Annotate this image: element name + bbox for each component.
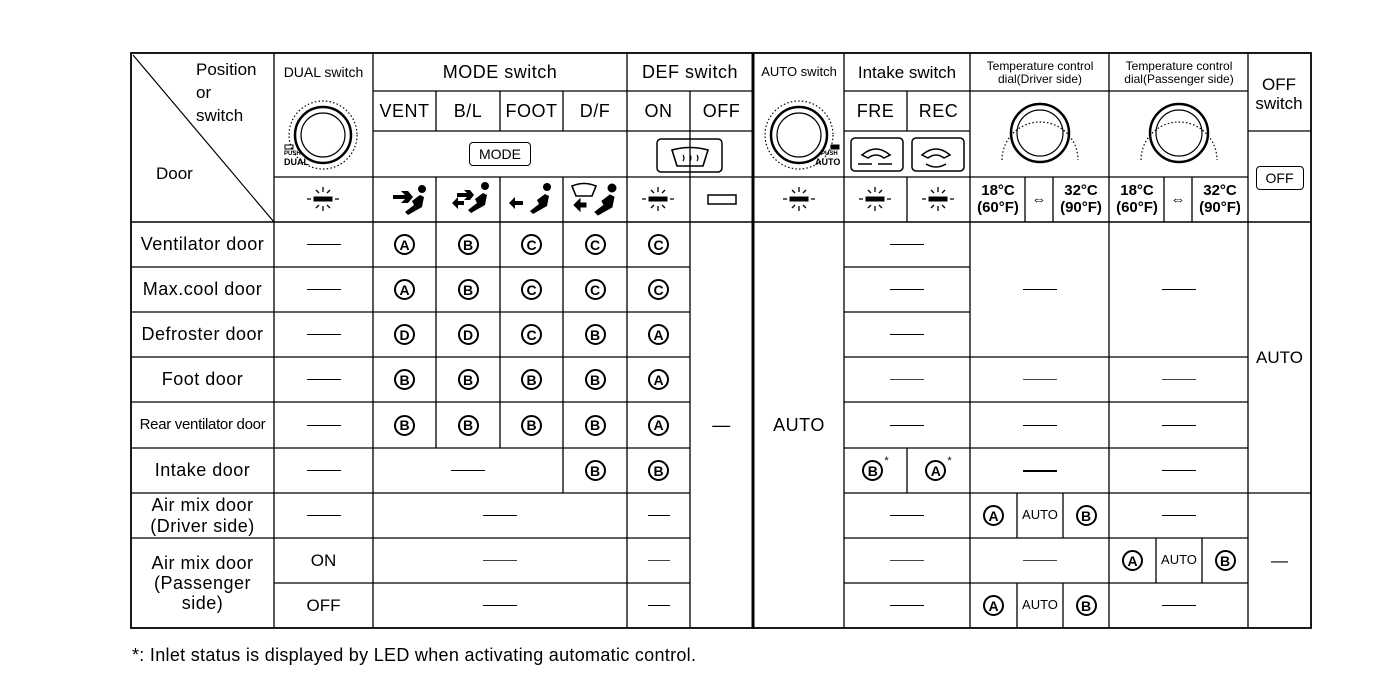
def-on-cell <box>627 357 690 402</box>
temp-passenger-cell <box>1109 493 1248 538</box>
intake-cell <box>844 267 970 312</box>
row-label-rear: Rear ventilator door <box>139 415 266 433</box>
circled-letter: B <box>585 369 606 390</box>
auto-knob-push-label: PUSH <box>821 151 838 157</box>
circled-letter: C <box>648 279 669 300</box>
mode-cell <box>436 312 500 357</box>
circled-letter: D <box>458 324 479 345</box>
dual-cell <box>274 402 373 448</box>
auto-switch-header: AUTO switch <box>761 64 837 80</box>
temp-driver-header: Temperature control dial(Driver side) <box>986 58 1094 86</box>
intake-fre-label: FRE <box>856 100 895 121</box>
dual-cell <box>274 493 373 538</box>
circled-letter: B <box>585 324 606 345</box>
circled-letter: B <box>862 460 883 481</box>
def-on-cell <box>627 312 690 357</box>
mode-cell <box>500 402 563 448</box>
mode-cell <box>563 267 627 312</box>
corner-or-label: or <box>196 83 212 102</box>
circled-letter: D <box>394 324 415 345</box>
temp-passenger-auto-cell: AUTO <box>1161 552 1197 568</box>
intake-rec-cell: A * <box>907 448 970 493</box>
intake-rec-label: REC <box>918 100 959 121</box>
dual-cell <box>274 357 373 402</box>
dual-cell <box>274 312 373 357</box>
def-off-merged-cell: — <box>712 414 731 435</box>
mode-cell <box>373 267 436 312</box>
temp-driver-arrow: ⇔ <box>1031 190 1047 208</box>
mode-cell <box>500 312 563 357</box>
off-switch-passenger-cell: — <box>1271 550 1288 570</box>
circled-letter: C <box>521 234 542 255</box>
def-on-cell <box>627 222 690 267</box>
circled-letter: B <box>394 369 415 390</box>
dual-on-cell: ON <box>310 550 337 570</box>
temp-passenger-high: 32°C (90°F) <box>1199 182 1241 216</box>
intake-cell <box>844 402 970 448</box>
intake-cell <box>844 493 970 538</box>
row-label-ventilator: Ventilator door <box>140 234 265 255</box>
row-label-foot: Foot door <box>161 369 244 390</box>
def-switch-header: DEF switch <box>641 62 738 83</box>
circled-letter: B <box>1076 595 1097 616</box>
circled-letter: B <box>1215 550 1236 571</box>
temp-driver-low: 18°C (60°F) <box>977 182 1019 216</box>
circled-letter: A <box>648 324 669 345</box>
temp-passenger-cell <box>1109 402 1248 448</box>
circled-letter: B <box>1076 505 1097 526</box>
circled-letter: C <box>585 234 606 255</box>
temp-driver-auto-cell: AUTO <box>1022 507 1058 523</box>
circled-letter: B <box>521 369 542 390</box>
mode-merged-cell <box>373 493 627 538</box>
circled-letter: B <box>458 234 479 255</box>
circled-letter: B <box>585 460 606 481</box>
off-button-cell <box>1248 158 1311 198</box>
intake-cell <box>844 312 970 357</box>
mode-merged-cell <box>373 583 627 628</box>
mode-cell <box>436 357 500 402</box>
row-label-maxcool: Max.cool door <box>142 279 263 300</box>
def-on-cell <box>627 448 690 493</box>
circled-letter: A <box>394 234 415 255</box>
circled-letter: A <box>983 595 1004 616</box>
dual-switch-header: DUAL switch <box>283 63 364 80</box>
auto-knob-auto-label: AUTO <box>815 157 841 167</box>
def-on-cell <box>627 583 690 628</box>
off-switch-merged-cell: AUTO <box>1256 347 1303 367</box>
circled-letter: A <box>394 279 415 300</box>
intake-switch-header: Intake switch <box>857 62 957 82</box>
circled-letter: C <box>521 324 542 345</box>
circled-letter: B <box>585 415 606 436</box>
circled-letter: B <box>458 369 479 390</box>
mode-cell <box>563 448 627 493</box>
mode-cell <box>436 402 500 448</box>
temp-driver-cell <box>970 448 1109 493</box>
dual-cell <box>274 222 373 267</box>
mode-cell <box>563 312 627 357</box>
intake-cell <box>844 357 970 402</box>
temp-dial-driver-icon <box>1002 104 1078 162</box>
mode-cell <box>500 357 563 402</box>
corner-switch-label: switch <box>196 106 244 125</box>
circled-letter: A <box>1122 550 1143 571</box>
mode-cell <box>500 267 563 312</box>
intake-fre-cell: B * <box>844 448 907 493</box>
mode-defrost-foot-icon <box>572 184 616 216</box>
mode-merged-cell <box>373 538 627 583</box>
circled-letter: C <box>648 234 669 255</box>
def-on-cell <box>627 538 690 583</box>
circled-letter: B <box>458 279 479 300</box>
mode-foot-label: FOOT <box>505 100 558 121</box>
temp-passenger-header: Temperature control dial(Passenger side) <box>1124 58 1234 86</box>
intake-cell <box>844 538 970 583</box>
temp-driver-b-cell <box>1063 583 1109 628</box>
temp-driver-merged-cell <box>970 222 1109 357</box>
row-label-intake: Intake door <box>154 460 251 481</box>
temp-driver-auto-cell: AUTO <box>1022 597 1058 613</box>
circled-letter: A <box>648 415 669 436</box>
circled-letter: B <box>648 460 669 481</box>
mode-cell <box>563 402 627 448</box>
mode-bl-label: B/L <box>453 100 483 121</box>
circled-letter: C <box>521 279 542 300</box>
temp-passenger-cell <box>1109 357 1248 402</box>
row-label-defroster: Defroster door <box>141 324 264 345</box>
mode-df-label: D/F <box>579 100 611 121</box>
mode-cell <box>436 267 500 312</box>
mode-cell <box>373 402 436 448</box>
circled-letter: B <box>521 415 542 436</box>
circled-letter: A <box>925 460 946 481</box>
temp-dial-passenger-icon <box>1141 104 1217 162</box>
temp-passenger-a-cell <box>1109 538 1156 583</box>
off-button[interactable]: OFF <box>1256 166 1304 190</box>
temp-passenger-cell <box>1109 583 1248 628</box>
mode-button[interactable]: MODE <box>469 142 531 166</box>
mode-merged-cell <box>373 448 563 493</box>
corner-position-label: Position <box>196 60 257 79</box>
circled-letter: A <box>983 505 1004 526</box>
corner-door-label: Door <box>156 164 193 183</box>
dual-cell <box>274 448 373 493</box>
mode-cell <box>373 222 436 267</box>
mode-vent-icon <box>393 185 426 215</box>
footnote: *: Inlet status is displayed by LED when activating automatic control. <box>132 645 697 665</box>
def-on-cell <box>627 402 690 448</box>
mode-cell <box>373 312 436 357</box>
dual-knob-dual-label: DUAL <box>284 157 309 167</box>
mode-cell <box>373 357 436 402</box>
def-on-cell <box>627 493 690 538</box>
temp-driver-cell <box>970 402 1109 448</box>
row-label-airmix-driver: Air mix door (Driver side) <box>150 495 255 536</box>
intake-cell <box>844 222 970 267</box>
intake-cell <box>844 583 970 628</box>
row-label-airmix-passenger: Air mix door (Passenger side) <box>151 552 254 614</box>
mode-switch-header: MODE switch <box>442 62 558 83</box>
temp-driver-b-cell <box>1063 493 1109 538</box>
mode-cell <box>563 357 627 402</box>
dual-off-cell: OFF <box>306 595 341 615</box>
mode-vent-label: VENT <box>379 100 430 121</box>
circled-letter: A <box>648 369 669 390</box>
temp-passenger-merged-cell <box>1109 222 1248 357</box>
temp-passenger-b-cell <box>1202 538 1248 583</box>
mode-cell <box>563 222 627 267</box>
mode-cell <box>436 222 500 267</box>
temp-driver-cell <box>970 357 1109 402</box>
circled-letter: B <box>458 415 479 436</box>
off-switch-header: OFF switch <box>1255 74 1303 113</box>
def-on-cell <box>627 267 690 312</box>
temp-driver-a-cell <box>970 493 1017 538</box>
temp-passenger-low: 18°C (60°F) <box>1116 182 1158 216</box>
circled-letter: B <box>394 415 415 436</box>
temp-driver-a-cell <box>970 583 1017 628</box>
temp-driver-high: 32°C (90°F) <box>1060 182 1102 216</box>
fresh-air-button-icon <box>851 138 903 171</box>
dual-cell <box>274 267 373 312</box>
temp-passenger-cell <box>1109 448 1248 493</box>
temp-driver-cell <box>970 538 1109 583</box>
def-off-label: OFF <box>702 100 741 121</box>
mode-foot-icon <box>509 183 551 214</box>
circled-letter: C <box>585 279 606 300</box>
auto-switch-merged-cell: AUTO <box>773 414 825 435</box>
dual-knob-push-label: PUSH <box>284 151 301 157</box>
def-on-label: ON <box>644 100 673 121</box>
temp-passenger-arrow: ⇔ <box>1170 190 1186 208</box>
recirc-button-icon <box>912 138 964 171</box>
mode-button-cell <box>373 131 627 177</box>
mode-bilevel-icon <box>452 182 489 213</box>
mode-cell <box>500 222 563 267</box>
